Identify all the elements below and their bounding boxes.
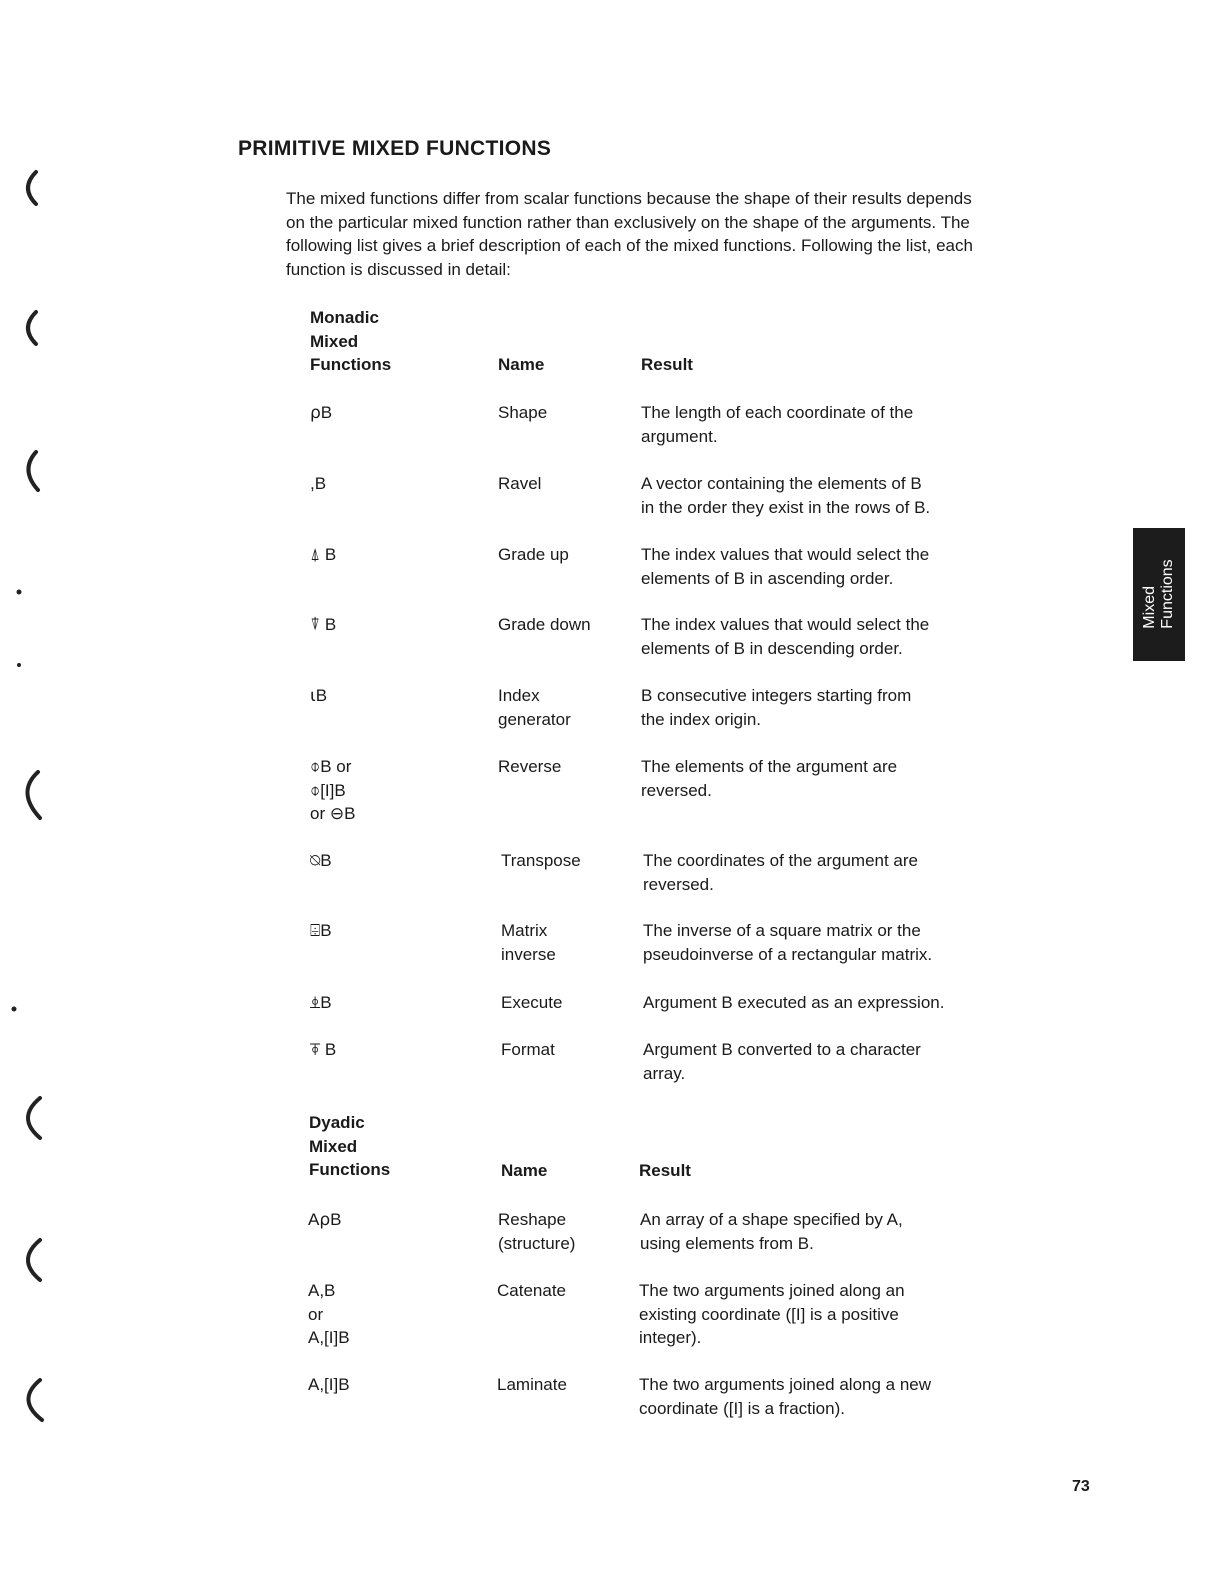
- result-line: Argument B converted to a character: [643, 1040, 921, 1059]
- function-result: [641, 613, 971, 660]
- result-line: The two arguments joined along an: [639, 1281, 905, 1300]
- result-line: integer).: [639, 1328, 702, 1348]
- function-name: [498, 401, 628, 425]
- result-line: A vector containing the elements of B: [641, 474, 922, 493]
- function-name: [498, 684, 628, 731]
- header-line: Functions: [310, 355, 392, 375]
- result-line: the index origin.: [641, 709, 762, 729]
- name-line: Execute: [501, 993, 563, 1012]
- binder-hole-mark: [27, 772, 40, 818]
- result-line: elements of B in descending order.: [641, 638, 903, 658]
- symbol-line: ⍳B: [310, 686, 328, 705]
- symbol-line: A⍴B: [308, 1210, 342, 1229]
- binder-dot-mark: [17, 590, 22, 595]
- header-line: Mixed: [310, 331, 359, 351]
- function-symbol: [310, 613, 470, 637]
- function-name: [497, 1373, 627, 1397]
- symbol-line: or ⊖B: [310, 804, 356, 824]
- function-symbol: [308, 1373, 468, 1397]
- symbol-line: ⍴B: [310, 403, 333, 422]
- name-line: inverse: [501, 944, 556, 964]
- function-result: [643, 849, 973, 896]
- dyadic-name-header: Name: [501, 1161, 548, 1180]
- binder-hole-mark: [28, 1098, 40, 1138]
- function-result: [641, 684, 971, 731]
- function-result: [641, 472, 971, 519]
- result-line: The index values that would select the: [641, 545, 930, 564]
- dyadic-result-header: Result: [639, 1161, 691, 1180]
- function-name: [498, 543, 628, 567]
- result-line: pseudoinverse of a rectangular matrix.: [643, 944, 933, 964]
- function-result: [643, 1038, 973, 1085]
- dyadic-functions-header: [309, 1111, 390, 1182]
- function-name: [498, 613, 628, 637]
- binder-dot-mark: [17, 663, 21, 667]
- name-line: Shape: [498, 403, 548, 422]
- symbol-line: ⌹B: [310, 921, 332, 940]
- result-line: An array of a shape specified by A,: [640, 1210, 903, 1229]
- name-line: Transpose: [501, 851, 581, 870]
- function-name: [498, 472, 628, 496]
- page-number: 73: [1072, 1478, 1090, 1495]
- name-line: generator: [498, 709, 571, 729]
- result-line: The inverse of a square matrix or the: [643, 921, 921, 940]
- function-result: [639, 1279, 969, 1350]
- function-symbol: [310, 472, 470, 496]
- name-line: Catenate: [497, 1281, 566, 1300]
- symbol-line: A,B: [308, 1281, 336, 1300]
- function-name: [501, 849, 631, 873]
- result-line: argument.: [641, 426, 718, 446]
- symbol-line: ⍋ B: [310, 545, 337, 564]
- function-result: [641, 543, 971, 590]
- function-symbol: [310, 684, 470, 708]
- function-result: [640, 1208, 970, 1255]
- name-line: Grade down: [498, 615, 591, 634]
- function-result: [639, 1373, 969, 1420]
- function-symbol: [308, 1208, 468, 1232]
- name-line: Laminate: [497, 1375, 567, 1394]
- page-title: PRIMITIVE MIXED FUNCTIONS: [238, 137, 552, 160]
- binder-hole-mark: [28, 452, 38, 490]
- section-tab-line: Functions: [1159, 559, 1176, 629]
- function-symbol: [310, 991, 470, 1015]
- header-line: Monadic: [310, 308, 379, 327]
- result-line: B consecutive integers starting from: [641, 686, 912, 705]
- binder-dot-mark: [12, 1007, 17, 1012]
- name-line: Grade up: [498, 545, 569, 564]
- symbol-line: ,B: [310, 474, 327, 493]
- function-name: [498, 1208, 628, 1255]
- function-symbol: [310, 849, 470, 873]
- name-line: Index: [498, 686, 540, 705]
- symbol-line: ⍒ B: [310, 615, 337, 634]
- name-line: Ravel: [498, 474, 542, 493]
- function-symbol: [310, 1038, 470, 1062]
- function-name: [498, 755, 628, 779]
- result-line: using elements from B.: [640, 1233, 814, 1253]
- function-name: [501, 919, 631, 966]
- function-name: [501, 991, 631, 1015]
- symbol-line: A,[I]B: [308, 1328, 350, 1348]
- result-line: Argument B executed as an expression.: [643, 993, 945, 1012]
- function-symbol: [310, 919, 470, 943]
- monadic-functions-header: [310, 306, 391, 377]
- symbol-line: A,[I]B: [308, 1375, 350, 1394]
- monadic-name-header: Name: [498, 355, 545, 374]
- function-symbol: [310, 543, 470, 567]
- section-tab-label: [1141, 559, 1177, 628]
- name-line: Reverse: [498, 757, 562, 776]
- name-line: (structure): [498, 1233, 576, 1253]
- result-line: elements of B in ascending order.: [641, 568, 894, 588]
- result-line: reversed.: [643, 874, 714, 894]
- function-symbol: [310, 755, 470, 826]
- function-result: [641, 755, 971, 802]
- function-name: [497, 1279, 627, 1303]
- header-line: Functions: [309, 1160, 391, 1180]
- symbol-line: ⌽B or: [310, 757, 352, 776]
- section-tab: [1133, 528, 1185, 661]
- function-result: [641, 401, 971, 448]
- result-line: in the order they exist in the rows of B.: [641, 497, 931, 517]
- result-line: The index values that would select the: [641, 615, 930, 634]
- symbol-line: or: [308, 1304, 324, 1324]
- result-line: existing coordinate ([I] is a positive: [639, 1304, 899, 1324]
- result-line: The two arguments joined along a new: [639, 1375, 932, 1394]
- header-line: Dyadic: [309, 1113, 365, 1132]
- symbol-line: ⍕ B: [310, 1040, 337, 1059]
- binder-hole-mark: [28, 312, 36, 344]
- name-line: Matrix: [501, 921, 548, 940]
- function-result: [643, 919, 973, 966]
- binder-hole-mark: [28, 172, 36, 204]
- symbol-line: ⍎B: [310, 993, 332, 1012]
- result-line: The coordinates of the argument are: [643, 851, 918, 870]
- name-line: Reshape: [498, 1210, 567, 1229]
- binder-hole-mark: [28, 1240, 40, 1280]
- binder-hole-mark: [28, 1380, 42, 1420]
- monadic-result-header: Result: [641, 355, 693, 374]
- function-result: [643, 991, 973, 1015]
- result-line: The elements of the argument are: [641, 757, 898, 776]
- function-symbol: [308, 1279, 468, 1350]
- section-tab-line: Mixed: [1141, 586, 1158, 629]
- symbol-line: ⌽[I]B: [310, 780, 346, 800]
- result-line: The length of each coordinate of the: [641, 403, 914, 422]
- result-line: array.: [643, 1063, 686, 1083]
- function-symbol: [310, 401, 470, 425]
- header-line: Mixed: [309, 1136, 358, 1156]
- result-line: coordinate ([I] is a fraction).: [639, 1398, 845, 1418]
- intro-paragraph: The mixed functions differ from scalar functions because the shape of their results depends on the particular mixed function rather than exclusively on the shape of the arguments. The following list gives a brief description of each of the mixed functions. Following the list, each function is discussed in detail:: [286, 189, 973, 279]
- name-line: Format: [501, 1040, 555, 1059]
- result-line: reversed.: [641, 780, 712, 800]
- function-name: [501, 1038, 631, 1062]
- symbol-line: ⍉B: [310, 851, 332, 870]
- binder-marks: [0, 0, 70, 1584]
